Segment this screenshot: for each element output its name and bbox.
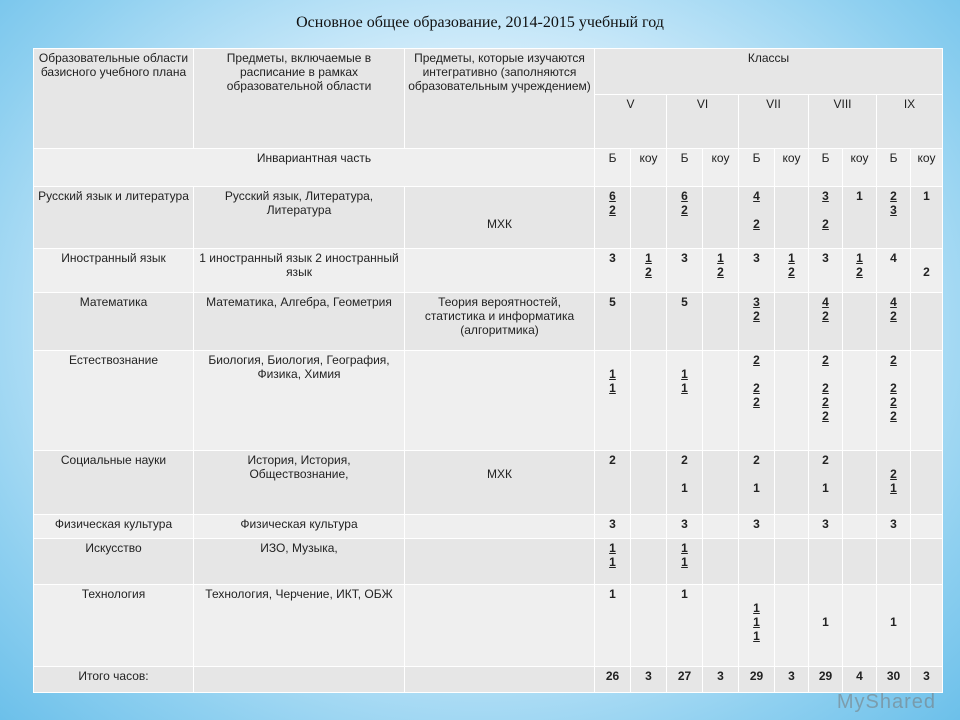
subjects-cell: ИЗО, Музыка,	[194, 539, 405, 585]
hours-cell: 2 2 2 2	[877, 351, 911, 451]
hours-cell: 1 1	[595, 351, 631, 451]
hours-cell	[775, 515, 809, 539]
total-value: 3	[911, 667, 943, 693]
hours-cell: 1	[809, 585, 843, 667]
grade-9: IX	[877, 95, 943, 149]
table-row	[34, 351, 943, 451]
hours-cell: 4 2	[809, 293, 843, 351]
hours-cell: 4 2	[739, 187, 775, 249]
hours-cell: 6 2	[667, 187, 703, 249]
area-cell: Математика	[34, 293, 194, 351]
hours-cell: 5	[667, 293, 703, 351]
col-kou: коу	[631, 149, 667, 187]
integrative-cell	[405, 249, 595, 293]
total-value: 26	[595, 667, 631, 693]
integrative-cell	[405, 351, 595, 451]
hours-cell: 2	[911, 249, 943, 293]
hours-cell	[631, 515, 667, 539]
hours-cell: 3	[595, 249, 631, 293]
hours-cell: 3	[667, 515, 703, 539]
hours-cell	[775, 351, 809, 451]
hours-cell	[703, 515, 739, 539]
table-row	[34, 515, 943, 539]
table-row	[34, 249, 943, 293]
col-b: Б	[877, 149, 911, 187]
hours-cell	[703, 351, 739, 451]
page-title: Основное общее образование, 2014-2015 учебный год	[296, 14, 664, 31]
col-b: Б	[595, 149, 631, 187]
hours-cell	[911, 451, 943, 515]
subjects-cell: История, История, Обществознание,	[194, 451, 405, 515]
total-empty	[405, 667, 595, 693]
hours-cell: 1	[595, 585, 631, 667]
table-row	[34, 585, 943, 667]
integrative-cell	[405, 451, 595, 515]
hours-cell: 1 1	[667, 539, 703, 585]
table-row	[34, 539, 943, 585]
integrative-text: МХК	[487, 467, 512, 481]
total-value: 3	[703, 667, 739, 693]
hours-cell	[775, 539, 809, 585]
subjects-cell: Русский язык, Литература, Литература	[194, 187, 405, 249]
hours-cell: 1	[911, 187, 943, 249]
hours-cell: 2 3	[877, 187, 911, 249]
hours-cell: 5	[595, 293, 631, 351]
header-subjects: Предметы, включаемые в расписание в рамках образовательной области	[194, 49, 405, 149]
total-row	[34, 667, 943, 693]
hours-cell: 3 2	[809, 187, 843, 249]
hours-cell: 1	[843, 187, 877, 249]
total-value: 3	[775, 667, 809, 693]
hours-cell	[843, 293, 877, 351]
hours-cell: 2 1	[809, 451, 843, 515]
integrative-cell: Теория вероятностей, статистика и информатика (алгоритмика)	[405, 293, 595, 351]
hours-cell: 4	[877, 249, 911, 293]
hours-cell: 2	[595, 451, 631, 515]
hours-cell	[843, 539, 877, 585]
hours-cell: 2 1	[739, 451, 775, 515]
hours-cell	[631, 585, 667, 667]
hours-cell: 3	[739, 515, 775, 539]
hours-cell	[911, 351, 943, 451]
integrative-text: МХК	[487, 217, 512, 231]
col-kou: коу	[843, 149, 877, 187]
hours-cell: 2 2 2	[739, 351, 775, 451]
curriculum-table	[33, 48, 943, 693]
hours-cell	[843, 351, 877, 451]
grade-6: VI	[667, 95, 739, 149]
hours-cell: 1 2	[775, 249, 809, 293]
subjects-cell: Биология, Биология, География, Физика, Химия	[194, 351, 405, 451]
grade-5: V	[595, 95, 667, 149]
hours-cell: 2 2 2 2	[809, 351, 843, 451]
hours-cell: 1	[667, 585, 703, 667]
hours-cell: 4 2	[877, 293, 911, 351]
hours-cell	[739, 539, 775, 585]
table-row	[34, 187, 943, 249]
hours-cell	[911, 293, 943, 351]
hours-cell	[843, 451, 877, 515]
hours-cell	[843, 515, 877, 539]
col-kou: коу	[775, 149, 809, 187]
hours-cell	[843, 585, 877, 667]
integrative-cell	[405, 539, 595, 585]
integrative-cell	[405, 515, 595, 539]
col-b: Б	[667, 149, 703, 187]
table-row	[34, 451, 943, 515]
area-cell: Искусство	[34, 539, 194, 585]
hours-cell: 1 2	[631, 249, 667, 293]
invariant-label: Инвариантная часть	[34, 149, 595, 187]
hours-cell	[775, 451, 809, 515]
area-cell: Технология	[34, 585, 194, 667]
hours-cell: 1 1	[595, 539, 631, 585]
table-row	[34, 293, 943, 351]
hours-cell	[911, 539, 943, 585]
hours-cell	[703, 585, 739, 667]
hours-cell: 3	[809, 515, 843, 539]
hours-cell: 1 2	[703, 249, 739, 293]
total-value: 4	[843, 667, 877, 693]
area-cell: Русский язык и литература	[34, 187, 194, 249]
hours-cell	[631, 293, 667, 351]
area-cell: Социальные науки	[34, 451, 194, 515]
hours-cell	[703, 539, 739, 585]
total-value: 27	[667, 667, 703, 693]
hours-cell: 6 2	[595, 187, 631, 249]
hours-cell	[703, 451, 739, 515]
header-row	[34, 49, 943, 95]
total-empty	[194, 667, 405, 693]
hours-cell	[631, 539, 667, 585]
hours-cell	[631, 351, 667, 451]
hours-cell: 2 1	[877, 451, 911, 515]
hours-cell: 2 1	[667, 451, 703, 515]
hours-cell	[631, 187, 667, 249]
total-value: 29	[739, 667, 775, 693]
total-value: 30	[877, 667, 911, 693]
hours-cell: 3	[809, 249, 843, 293]
hours-cell	[631, 451, 667, 515]
area-cell: Иностранный язык	[34, 249, 194, 293]
watermark-logo: MyShared	[836, 691, 936, 713]
subjects-cell: Технология, Черчение, ИКТ, ОБЖ	[194, 585, 405, 667]
hours-cell	[877, 539, 911, 585]
hours-cell: 1 2	[843, 249, 877, 293]
col-b: Б	[809, 149, 843, 187]
hours-cell: 1	[877, 585, 911, 667]
subjects-cell: 1 иностранный язык 2 иностранный язык	[194, 249, 405, 293]
hours-cell	[703, 187, 739, 249]
header-classes: Классы	[595, 49, 943, 95]
hours-cell	[775, 187, 809, 249]
total-value: 29	[809, 667, 843, 693]
total-label: Итого часов:	[34, 667, 194, 693]
hours-cell: 1 1 1	[739, 585, 775, 667]
grade-7: VII	[739, 95, 809, 149]
col-kou: коу	[911, 149, 943, 187]
hours-cell: 1 1	[667, 351, 703, 451]
area-cell: Естествознание	[34, 351, 194, 451]
hours-cell: 3	[595, 515, 631, 539]
integrative-cell	[405, 585, 595, 667]
col-kou: коу	[703, 149, 739, 187]
header-areas: Образовательные области базисного учебного плана	[34, 49, 194, 149]
invariant-row	[34, 149, 943, 187]
area-cell: Физическая культура	[34, 515, 194, 539]
hours-cell	[911, 585, 943, 667]
subjects-cell: Физическая культура	[194, 515, 405, 539]
hours-cell	[809, 539, 843, 585]
hours-cell	[775, 585, 809, 667]
hours-cell	[703, 293, 739, 351]
header-integrative: Предметы, которые изучаются интегративно (заполняются образовательным учреждением)	[405, 49, 595, 149]
hours-cell: 3	[667, 249, 703, 293]
col-b: Б	[739, 149, 775, 187]
hours-cell: 3	[739, 249, 775, 293]
hours-cell: 3 2	[739, 293, 775, 351]
grade-8: VIII	[809, 95, 877, 149]
integrative-cell	[405, 187, 595, 249]
subjects-cell: Математика, Алгебра, Геометрия	[194, 293, 405, 351]
hours-cell	[775, 293, 809, 351]
hours-cell	[911, 515, 943, 539]
hours-cell: 3	[877, 515, 911, 539]
total-value: 3	[631, 667, 667, 693]
